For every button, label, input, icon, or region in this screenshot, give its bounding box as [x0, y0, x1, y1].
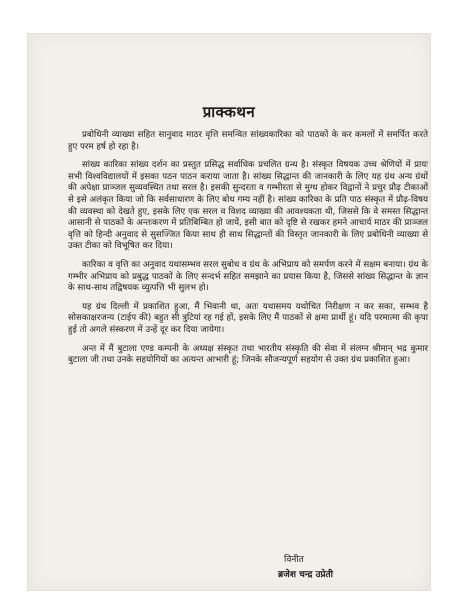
page-title: प्राक्कथन — [202, 103, 256, 121]
author-name: ब्रजेश चन्द्र उप्रेती — [278, 570, 333, 580]
paragraph-acknowledgement: अन्त में मैं बुटाला एण्ड कम्पनी के अध्यक्ष संस्कृत तथा भारतीय संस्कृति की सेवा में संलग्न श्रीमान् भद्र कुमार बुटाला जी तथा उनके सहयोगियों का अत्यन्त आभारी हूं; जिनके सौजन्यपूर्ण सहयोग से उक्त ग्रंथ प्रकाशित हुआ। — [68, 343, 428, 366]
paragraph-translation: कारिका व वृत्ति का अनुवाद यथासम्भव सरल सुबोध व ग्रंथ के अभिप्राय को समर्पण करने में सक्षम बनाया। ग्रंथ के गम्भीर अभिप्राय को प्रबुद्ध पाठकों के लिए सन्दर्भ सहित समझाने का प्रयास किया है, जिससे सांख्य सिद्धान्त के ज्ञान के साथ-साथ तद्विषयक व्युत्पत्ति भी सुलभ हो। — [68, 259, 428, 294]
paragraph-apology: यह ग्रंथ दिल्ली में प्रकाशित हुआ, मैं भिवानी था, अतः यथासमय यथोचित निरीक्षण न कर सका, सम्भव है सोसकाक्षरजन्य (टाईप की) बहुत सी त्रुटियां रह गई हों, इसके लिए मैं पाठकों से क्षमा प्रार्थी हूं। यदि परमात्मा की कृपा हुई तो अगले संस्करण में उन्हें दूर कर दिया जायेगा। — [68, 301, 428, 335]
paragraph-dedication: प्रबोधिनी व्याख्या सहित सानुवाद माठर वृत्ति समन्वित सांख्यकारिका को पाठकों के कर कमलों में समर्पित करते हुए परम हर्ष हो रहा है। — [68, 130, 428, 152]
sign-off: विनीत — [284, 555, 304, 565]
preface-body — [68, 130, 428, 374]
signature-block — [278, 554, 418, 583]
paragraph-about-text: सांख्य कारिका सांख्य दर्शन का प्रस्तुत प्रसिद्ध सर्वाधिक प्रचलित ग्रन्थ है। संस्कृत विषयक उच्च श्रेणियों में प्रायः सभी विश्वविद्यालयों में इसका पठन पाठन कराया जाता है। सांख्य सिद्धान्त की जानकारी के लिए यह ग्रंथ अन्य ग्रंथों की अपेक्षा प्राञ्जल सुव्यवस्थित तथा सरल है। इसकी सुन्दरता व गम्भीरता से मुग्ध होकर विद्वानों ने प्रचुर प्रौढ़ टीकाओं से इसे अलंकृत किया जो कि सर्वसाधारण के लिए बोध गम्य नहीं है। सांख्य कारिका के प्रति पाठ संस्कृत में प्रौढ़-विषय की व्यवस्था को देखते हुए, इसके लिए एक सरल व विशद व्याख्या की आवश्यकता थी, जिससे कि वे समस्त सिद्धान्त आसानी से पाठकों के अन्तःकरण में प्रतिबिम्बित हो जायें, इसी बात को दृष्टि से रखकर हमने आचार्य माठर की प्राञ्जल वृत्ति को हिन्दी अनुवाद से सुसज्जित किया साथ ही साथ सिद्धान्तों की विस्तृत जानकारी के लिए प्रबोधिनी व्याख्या से उक्त टीका को विभूषित कर दिया। — [68, 160, 428, 252]
book-page — [28, 34, 430, 590]
